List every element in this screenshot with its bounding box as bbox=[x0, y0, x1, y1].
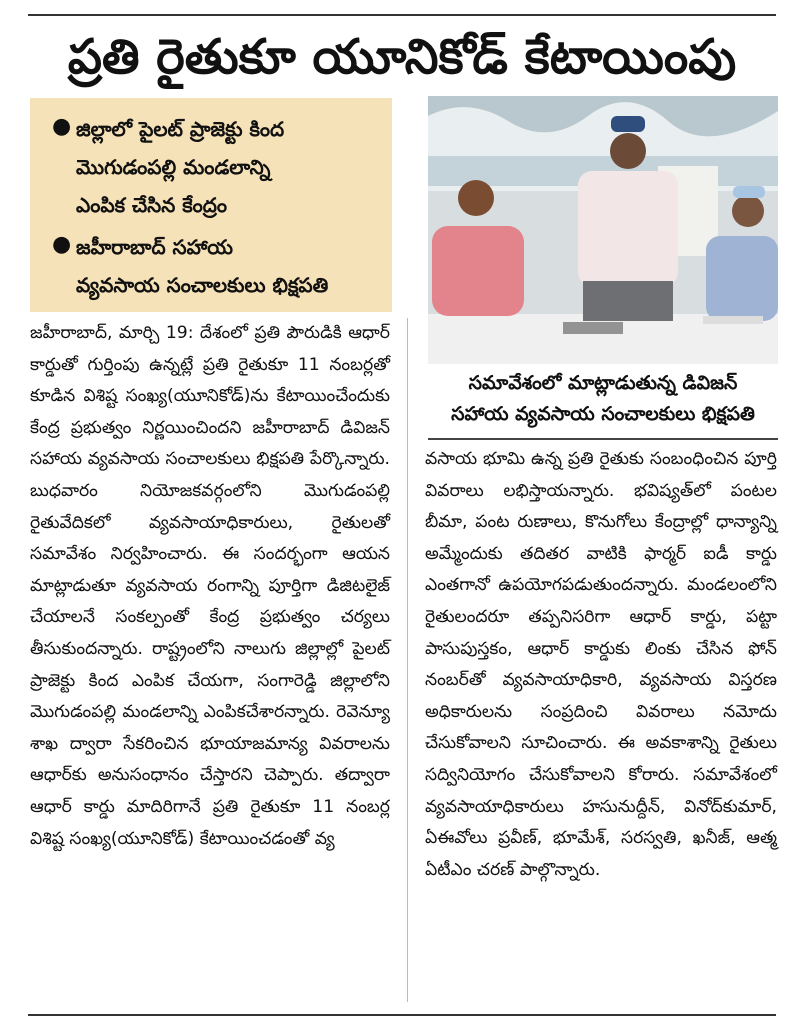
bottom-rule bbox=[28, 1014, 776, 1016]
highlight-line: జిల్లాలో పైలట్‌ ప్రాజెక్టు కింద bbox=[76, 117, 285, 141]
highlight-line: ఎంపిక చేసిన కేంద్రం bbox=[76, 193, 228, 217]
caption-line: సహాయ వ్యవసాయ సంచాలకులు భిక్షపతి bbox=[451, 403, 755, 425]
caption-line: సమావేశంలో మాట్లాడుతున్న డివిజన్‌ bbox=[468, 372, 738, 394]
top-rule bbox=[28, 14, 776, 16]
highlight-item bbox=[52, 110, 382, 224]
highlight-line: మొగుడంపల్లి మండలాన్ని bbox=[76, 155, 271, 179]
bullet-icon: ● bbox=[52, 232, 72, 257]
headline: ప్రతి రైతుకూ యూనికోడ్‌ కేటాయింపు bbox=[67, 29, 737, 85]
news-photo bbox=[428, 96, 778, 364]
caption-rule bbox=[428, 438, 778, 440]
meeting-photo-illustration bbox=[428, 96, 778, 364]
column-divider bbox=[407, 318, 408, 1002]
highlight-item bbox=[52, 228, 382, 304]
article-text-left: జహీరాబాద్‌, మార్చి 19: దేశంలో ప్రతి పౌరుడికి ఆధార్‌ కార్డుతో గుర్తింపు ఉన్నట్లే ప్రతి రైతుకూ 11 నంబర్లతో కూడిన విశిష్ట సంఖ్య(యూనికోడ్‌)ను కేటాయించేందుకు కేంద్ర ప్రభుత్వం నిర్ణయించిందని జహీరాబాద్‌ డివిజన్‌ సహాయ వ్యవసాయ సంచాలకులు భిక్షపతి పేర్కొన్నారు. బుధవారం నియోజకవర్గంలోని మొగుడంపల్లి రైతువేదికలో వ్యవసాయాధికారులు, రైతులతో సమావేశం నిర్వహించారు. ఈ సందర్భంగా ఆయన మాట్లాడుతూ వ్యవసాయ రంగాన్ని పూర్తిగా డిజిటలైజ్‌ చేయాలనే సంకల్పంతో కేంద్ర ప్రభుత్వం చర్యలు తీసుకుందన్నారు. రాష్ట్రంలోని నాలుగు జిల్లాల్లో పైలట్‌ ప్రాజెక్టు కింద ఎంపిక చేయగా, సంగారెడ్డి జిల్లాలోని మొగుడంపల్లి మండలాన్ని ఎంపికచేశారన్నారు. రెవెన్యూ శాఖ ద్వారా సేకరించిన భూయాజమాన్య వివరాలను ఆధార్‌కు అనుసంధానం చేస్తారని చెప్పారు. తద్వారా ఆధార్‌ కార్డు మాదిరిగానే ప్రతి రైతుకూ 11 నంబర్ల విశిష్ట సంఖ్య(యూనికోడ్‌) కేటాయించడంతో వ్య bbox=[30, 323, 390, 849]
article-left-column bbox=[30, 318, 390, 855]
highlight-line: వ్యవసాయ సంచాలకులు భిక్షపతి bbox=[76, 273, 329, 297]
highlight-line: జహీరాబాద్‌ సహాయ bbox=[76, 235, 233, 259]
article-text-right: వసాయ భూమి ఉన్న ప్రతి రైతుకు సంబంధించిన పూర్తి వివరాలు లభిస్తాయన్నారు. భవిష్యత్‌లో పంటల బీమా, పంట రుణాలు, కొనుగోలు కేంద్రాల్లో ధాన్యాన్ని అమ్మేందుకు తదితర వాటికి ఫార్మర్‌ ఐడీ కార్డు ఎంతగానో ఉపయోగపడుతుందన్నారు. మండలంలోని రైతులందరూ తప్పనిసరిగా ఆధార్‌ కార్డు, పట్టా పాసుపుస్తకం, ఆధార్‌ కార్డుకు లింకు చేసిన ఫోన్‌ నంబర్‌తో వ్యవసాయాధికారి, వ్యవసాయ విస్తరణ అధికారులను సంప్రదించి వివరాలు నమోదు చేసుకోవాలని సూచించారు. ఈ అవకాశాన్ని రైతులు సద్వినియోగం చేసుకోవాలని కోరారు. సమావేశంలో వ్యవసాయాధికారులు హసునుద్దీన్‌, వినోద్‌కుమార్‌, ఏఈవోలు ప్రవీణ్‌, భూమేశ్‌, సరస్వతి, ఖనీజ్‌, ఆత్మ ఏటీఎం చరణ్‌ పాల్గొన్నారు. bbox=[425, 449, 777, 880]
highlights-box bbox=[30, 98, 392, 312]
article-right-column bbox=[425, 444, 777, 886]
bullet-icon: ● bbox=[52, 114, 72, 139]
photo-caption bbox=[428, 368, 778, 430]
